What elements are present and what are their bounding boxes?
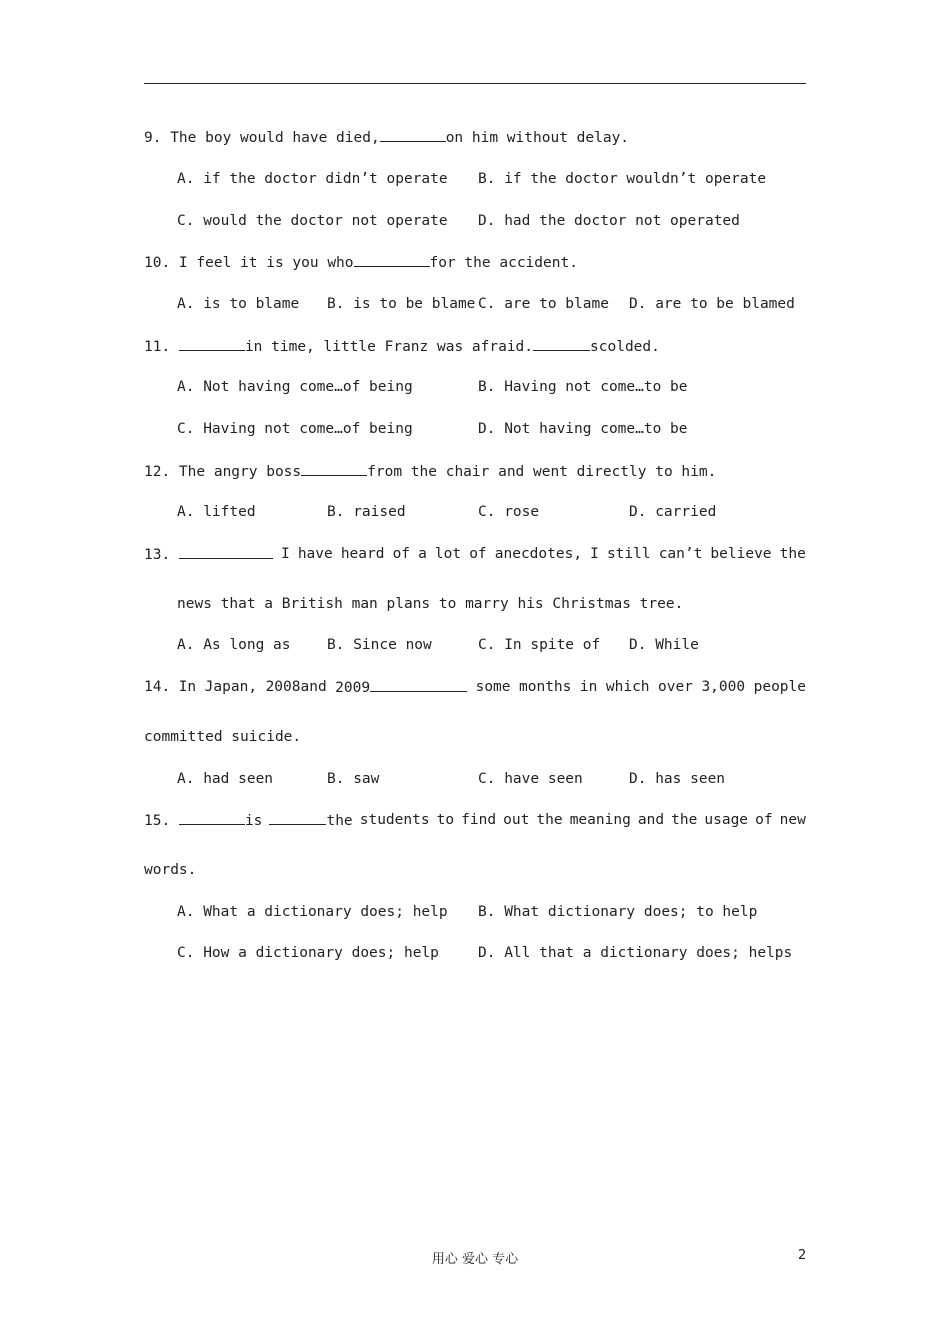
q15-word: meaning [569,812,631,828]
q13-option-d[interactable]: D. While [629,637,699,653]
q13-word: of [469,546,487,562]
q9-stem-start: 9. The boy would have died, [144,130,380,146]
q9-option-b[interactable]: B. if the doctor wouldn’t operate [478,171,767,187]
question-13 [144,544,806,565]
q15-word: out [503,812,530,828]
q12-option-b[interactable]: B. raised [327,504,406,520]
q11-stem-middle: in time, little Franz was afraid. [244,339,534,355]
q10-blank[interactable] [354,252,430,267]
q15-option-d[interactable]: D. All that a dictionary does; helps [478,945,793,961]
q13-option-a[interactable]: A. As long as [177,637,291,653]
q12-option-c[interactable]: C. rose [478,504,540,520]
q12-stem-start: 12. The angry boss [144,464,302,480]
q13-number: 13. [144,547,171,563]
question-15 [144,810,806,831]
q13-word: have [297,546,333,562]
q10-option-c[interactable]: C. are to blame [478,296,609,312]
q13-option-c[interactable]: C. In spite of [478,637,601,653]
q15-option-b[interactable]: B. What dictionary does; to help [478,904,758,920]
q15-word: find [461,812,497,828]
q13-word: lot [434,546,462,562]
q15-blank-1[interactable] [179,810,245,825]
q13-blank[interactable] [179,544,273,559]
q15-word: new [779,812,806,828]
q10-option-d[interactable]: D. are to be blamed [629,296,795,312]
q13-word: still [606,546,651,562]
q13-option-b[interactable]: B. Since now [327,637,432,653]
question-10 [144,252,806,273]
q15-blank-2[interactable] [269,810,326,825]
q11-option-b[interactable]: B. Having not come…to be [478,379,688,395]
q9-option-d[interactable]: D. had the doctor not operated [478,213,740,229]
q9-blank[interactable] [380,127,446,142]
q15-stem-line-2: words. [144,862,197,878]
q15-word: the [326,813,353,829]
q14-stem-line-2: committed suicide. [144,729,302,745]
q15-word: the [536,812,563,828]
q14-word: 2009 [335,680,371,696]
q15-word: students [359,812,430,828]
q14-option-c[interactable]: C. have seen [478,771,583,787]
q15-blank-2-wrap [269,810,352,831]
page-footer: 用心 爱心 专心 [431,1252,519,1267]
question-12 [144,461,806,482]
q9-option-c[interactable]: C. would the doctor not operate [177,213,448,229]
q13-word: heard [340,546,385,562]
q14-word: which [605,679,650,695]
q15-word: the [671,812,698,828]
q15-word: of [755,812,773,828]
q11-option-a[interactable]: A. Not having come…of being [177,379,413,395]
q14-option-d[interactable]: D. has seen [629,771,726,787]
q13-stem-line-2: news that a British man plans to marry his Christmas tree. [177,596,684,612]
q9-option-a[interactable]: A. if the doctor didn’t operate [177,171,448,187]
q14-option-b[interactable]: B. saw [327,771,380,787]
q10-stem-start: 10. I feel it is you who [144,255,354,271]
q11-blank-1[interactable] [179,336,245,351]
q13-word: a [418,546,427,562]
q10-stem-end: for the accident. [429,255,578,271]
q11-number: 11. [144,339,171,355]
q14-word: In [178,679,197,695]
q13-word: I [281,546,290,562]
q14-word: people [753,679,806,695]
q14-option-a[interactable]: A. had seen [177,771,274,787]
q11-stem-end: scolded. [590,339,660,355]
q15-number: 15. [144,813,171,829]
q12-blank[interactable] [301,461,367,476]
q14-word: over [658,679,693,695]
page-number: 2 [798,1248,807,1263]
q12-stem-end: from the chair and went directly to him. [367,464,717,480]
q14-word: 2008and [265,679,327,695]
q14-word: some [475,679,511,695]
question-14 [144,677,806,698]
question-9 [144,127,806,148]
q13-lead [144,544,273,565]
q14-word: 3,000 [701,679,746,695]
q15-lead [144,810,262,831]
header-rule [144,83,806,84]
q14-word: Japan, [204,679,258,695]
q11-blank-2[interactable] [533,336,590,351]
q14-year-blank [335,677,467,698]
q15-option-a[interactable]: A. What a dictionary does; help [177,904,448,920]
q14-word: 14. [144,679,171,695]
q11-option-d[interactable]: D. Not having come…to be [478,421,688,437]
q12-option-d[interactable]: D. carried [629,504,717,520]
q10-option-b[interactable]: B. is to be blame [327,296,476,312]
q13-word: I [590,546,599,562]
q13-word: the [779,546,806,562]
q14-word: in [579,679,598,695]
q15-option-c[interactable]: C. How a dictionary does; help [177,945,439,961]
question-11 [144,336,806,357]
q12-option-a[interactable]: A. lifted [177,504,256,520]
q14-blank[interactable] [370,677,467,692]
q10-option-a[interactable]: A. is to blame [177,296,300,312]
q15-word: and [637,812,665,828]
q13-word: believe [710,546,772,562]
q14-word: months [519,679,572,695]
q15-word: usage [704,812,749,828]
q11-option-c[interactable]: C. Having not come…of being [177,421,413,437]
q15-word: to [436,812,455,828]
q13-word: anecdotes, [494,546,583,562]
q9-stem-end: on him without delay. [445,130,630,146]
q15-word-is: is [244,813,263,829]
q13-word: of [392,546,411,562]
q13-word: can’t [658,546,703,562]
